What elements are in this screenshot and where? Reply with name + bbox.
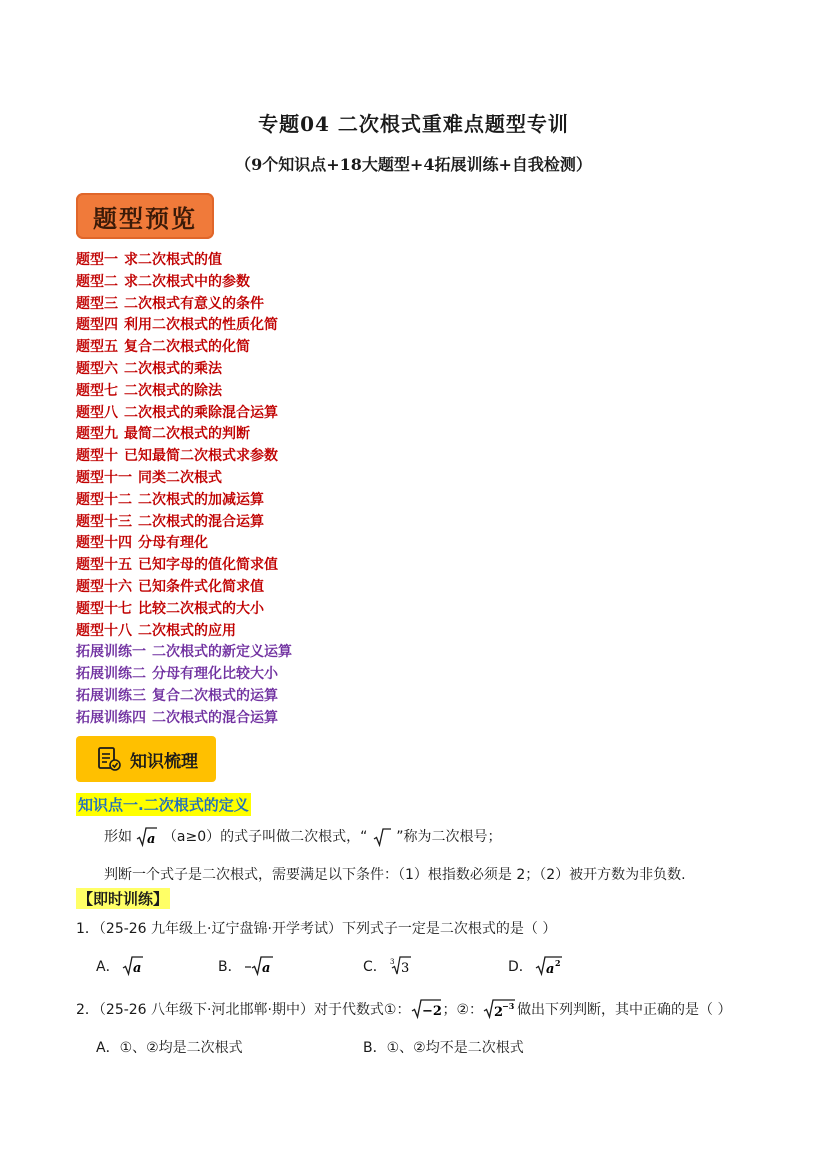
toc-item[interactable] [76, 315, 292, 337]
toc-item[interactable] [76, 686, 292, 708]
question-2-stem-b: ；②： [442, 1002, 484, 1018]
toc-item-number: 题型十七 [76, 600, 132, 617]
toc-item[interactable] [76, 664, 292, 686]
sqrt-a-formula [136, 826, 158, 848]
toc-item[interactable] [76, 577, 292, 599]
toc-item-name: 同类二次根式 [138, 469, 222, 486]
training-label: 【即时训练】 [78, 890, 169, 908]
toc-item-number: 拓展训练二 [76, 666, 146, 683]
toc-item-number: 题型三 [76, 295, 118, 312]
svg-text:3: 3 [389, 958, 395, 966]
option-label: A． [96, 1040, 120, 1056]
toc-item-number: 题型二 [76, 273, 118, 290]
toc-item-number: 题型九 [76, 426, 118, 443]
toc-item-number: 题型六 [76, 360, 118, 377]
toc-item-name: 复合二次根式的化简 [124, 339, 250, 356]
toc-item-number: 拓展训练一 [76, 644, 146, 661]
option-label: C． [363, 959, 387, 975]
toc-item[interactable] [76, 250, 292, 272]
toc-item[interactable] [76, 512, 292, 534]
sqrt-a-squared-expression [535, 955, 565, 977]
toc-item-number: 题型十四 [76, 535, 132, 552]
toc-item[interactable] [76, 555, 292, 577]
svg-text:a: a [545, 962, 555, 977]
toc-item-number: 题型十二 [76, 491, 132, 508]
knowledge-banner-label: 知识梳理 [130, 751, 198, 772]
toc-item-name: 求二次根式的值 [124, 252, 222, 268]
definition-text-b: （a≥0）的式子叫做二次根式，“ [162, 829, 368, 845]
preview-banner [76, 193, 214, 239]
svg-text:2: 2 [554, 958, 561, 968]
toc-item-number: 题型八 [76, 404, 118, 421]
toc-item-number: 题型五 [76, 339, 118, 356]
question-2-option-b[interactable] [363, 1037, 524, 1057]
question-2-stem-a: 2．（25-26 八年级下·河北邯郸·期中）对于代数式①： [76, 1002, 411, 1018]
svg-text:a: a [261, 961, 271, 976]
option-label: B． [218, 959, 242, 975]
toc-item-name: 二次根式的除法 [124, 382, 222, 399]
svg-text:3: 3 [400, 961, 410, 976]
question-2-stem-c: 做出下列判断，其中正确的是（ ） [517, 1002, 732, 1018]
document-subtitle: （9个知识点+18大题型+4拓展训练+自我检测） [235, 155, 592, 174]
toc-item-name: 求二次根式中的参数 [124, 273, 250, 290]
svg-text:a: a [147, 832, 156, 847]
toc-item-number: 题型十三 [76, 513, 132, 530]
toc-item-name: 复合二次根式的运算 [152, 687, 278, 704]
question-2-option-a[interactable] [96, 1037, 243, 1057]
definition-text-c: ”称为二次根号； [396, 829, 502, 845]
toc-item[interactable] [76, 359, 292, 381]
toc-item-name: 比较二次根式的大小 [138, 600, 264, 617]
knowledge-banner [76, 736, 216, 782]
condition-paragraph: 判断一个式子是二次根式，需要满足以下条件：（1）根指数必须是 2；（2）被开方数为非负数. [104, 867, 686, 883]
toc-item-name: 二次根式的加减运算 [138, 491, 264, 508]
toc-item[interactable] [76, 599, 292, 621]
toc-item-number: 题型四 [76, 317, 118, 334]
cube-root-3-expression [389, 955, 413, 977]
question-1-option-b[interactable] [218, 955, 276, 977]
toc-item-name: 分母有理化比较大小 [152, 666, 278, 683]
toc-item-number: 题型十一 [76, 469, 132, 486]
toc-item-name: 二次根式的乘除混合运算 [124, 404, 278, 421]
toc-item-name: 二次根式的乘法 [124, 360, 222, 377]
table-of-contents [76, 250, 292, 730]
negative-sqrt-a-expression [244, 955, 276, 977]
toc-item[interactable] [76, 337, 292, 359]
svg-text:−3: −3 [502, 1001, 515, 1011]
toc-item-number: 题型十五 [76, 557, 132, 574]
definition-text-a: 形如 [104, 829, 132, 845]
toc-item-name: 分母有理化 [138, 535, 208, 552]
toc-item-number: 题型一 [76, 252, 118, 268]
document-title: 专题04 二次根式重难点题型专训 [258, 112, 569, 136]
toc-item-name: 二次根式有意义的条件 [124, 295, 264, 312]
question-1-stem: 1．（25-26 九年级上·辽宁盘锦·开学考试）下列式子一定是二次根式的是（ ） [76, 921, 557, 937]
toc-item-number: 题型十六 [76, 578, 132, 595]
toc-item-number: 题型十八 [76, 622, 132, 639]
toc-item-number: 拓展训练三 [76, 687, 146, 704]
option-text: ①、②均是二次根式 [119, 1040, 243, 1056]
toc-item-name: 二次根式的混合运算 [138, 513, 264, 530]
sqrt-2-power-negative-3-expression [483, 998, 517, 1020]
svg-text:2: 2 [494, 1005, 504, 1020]
toc-item-name: 二次根式的应用 [138, 622, 236, 639]
question-1-option-c[interactable] [363, 955, 413, 977]
question-2-stem [76, 998, 732, 1020]
toc-item[interactable] [76, 533, 292, 555]
toc-item-name: 已知字母的值化简求值 [138, 557, 278, 574]
toc-item-number: 拓展训练四 [76, 709, 146, 726]
toc-item-name: 已知条件式化简求值 [138, 578, 264, 595]
question-1-option-a[interactable] [96, 955, 146, 977]
toc-item[interactable] [76, 621, 292, 643]
svg-text:a: a [132, 961, 142, 976]
radical-sign-icon [372, 827, 392, 847]
sqrt-a-expression [122, 955, 146, 977]
option-label: A． [96, 959, 120, 975]
toc-item[interactable] [76, 381, 292, 403]
toc-item[interactable] [76, 490, 292, 512]
toc-item-name: 二次根式的混合运算 [152, 709, 278, 726]
toc-item[interactable] [76, 468, 292, 490]
question-1-option-d[interactable] [508, 955, 565, 977]
toc-item-name: 已知最简二次根式求参数 [124, 448, 278, 465]
toc-item[interactable] [76, 424, 292, 446]
option-label: D． [508, 959, 533, 975]
definition-paragraph [104, 826, 502, 848]
preview-banner-label: 题型预览 [93, 204, 197, 233]
toc-item-number: 题型十 [76, 448, 118, 465]
toc-item-name: 二次根式的新定义运算 [152, 644, 292, 661]
toc-item-number: 题型七 [76, 382, 118, 399]
toc-item[interactable] [76, 642, 292, 664]
sqrt-negative-2-expression [411, 998, 443, 1020]
toc-item[interactable] [76, 708, 292, 730]
toc-item[interactable] [76, 272, 292, 294]
toc-item[interactable] [76, 294, 292, 316]
svg-text:−2: −2 [421, 1004, 442, 1019]
toc-item-name: 最简二次根式的判断 [124, 426, 250, 443]
toc-item[interactable] [76, 403, 292, 425]
document-check-icon [96, 746, 122, 772]
option-text: ①、②均不是二次根式 [386, 1040, 524, 1056]
toc-item-name: 利用二次根式的性质化简 [124, 317, 278, 334]
option-label: B． [363, 1040, 387, 1056]
toc-item[interactable] [76, 446, 292, 468]
knowledge-point-heading: 知识点一.二次根式的定义 [76, 793, 251, 816]
